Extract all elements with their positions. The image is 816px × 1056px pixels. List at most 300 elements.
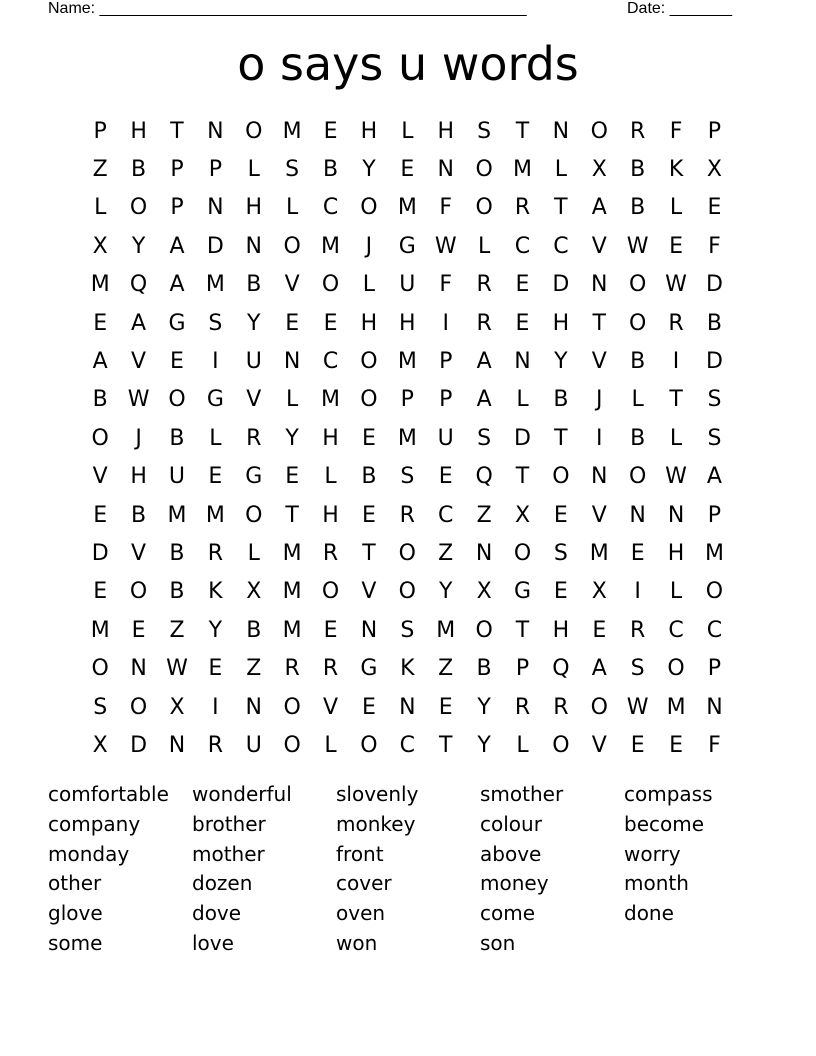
grid-letter: O	[475, 195, 493, 221]
grid-letter: V	[284, 272, 300, 298]
grid-letter: C	[553, 233, 569, 259]
grid-letter: N	[245, 694, 262, 720]
grid-letter: Z	[92, 157, 108, 183]
grid-letter: V	[591, 233, 607, 259]
word-list-item: slovenly	[336, 782, 419, 806]
grid-letter: J	[596, 387, 603, 413]
grid-letter: E	[285, 310, 300, 336]
grid-letter: O	[91, 656, 109, 682]
grid-letter: D	[705, 349, 723, 375]
grid-letter: H	[245, 195, 263, 221]
grid-letter: C	[514, 233, 531, 259]
grid-letter: W	[626, 694, 649, 720]
grid-letter: M	[666, 694, 686, 720]
grid-letter: C	[322, 195, 339, 221]
grid-letter: L	[516, 732, 529, 758]
grid-letter: B	[246, 272, 262, 298]
grid-letter: U	[245, 732, 262, 758]
grid-letter: S	[553, 540, 568, 566]
grid-letter: N	[207, 195, 224, 221]
grid-letter: O	[129, 195, 148, 221]
grid-letter: B	[361, 464, 377, 490]
grid-letter: Y	[438, 579, 453, 605]
word-list-item: comfortable	[48, 782, 169, 806]
grid-letter: V	[131, 349, 147, 375]
word-list-item: monday	[48, 841, 130, 866]
grid-letter: E	[361, 694, 376, 720]
grid-letter: Y	[554, 349, 568, 375]
grid-letter: Y	[477, 694, 491, 720]
grid-letter: E	[669, 732, 683, 758]
grid-letter: O	[475, 157, 493, 183]
grid-letter: L	[554, 157, 568, 183]
grid-letter: B	[476, 656, 492, 682]
grid-letter: E	[438, 694, 453, 720]
grid-letter: B	[553, 387, 569, 413]
grid-letter: D	[130, 732, 148, 758]
grid-letter: M	[90, 617, 110, 643]
grid-letter: E	[208, 464, 223, 490]
grid-letter: C	[668, 617, 684, 643]
grid-letter: R	[668, 310, 684, 336]
grid-letter: T	[170, 118, 184, 144]
grid-letter: O	[129, 694, 148, 720]
grid-letter: E	[438, 464, 453, 490]
word-list-item: mother	[192, 841, 265, 866]
grid-letter: D	[705, 272, 723, 298]
grid-letter: E	[707, 195, 722, 221]
grid-letter: A	[476, 387, 492, 413]
grid-letter: Q	[552, 656, 570, 682]
grid-letter: A	[476, 349, 492, 375]
grid-letter: W	[665, 464, 687, 490]
grid-letter: N	[706, 694, 723, 720]
grid-letter: U	[399, 272, 416, 298]
grid-letter: Y	[208, 617, 223, 643]
grid-letter: A	[706, 464, 722, 490]
grid-letter: M	[282, 118, 302, 144]
grid-letter: P	[170, 157, 184, 183]
grid-letter: E	[323, 310, 338, 336]
word-list-item: above	[480, 841, 542, 866]
word-list-item: come	[480, 901, 536, 926]
grid-letter: R	[514, 195, 531, 221]
word-list-item: glove	[48, 901, 103, 926]
grid-letter: M	[90, 272, 110, 298]
grid-letter: O	[629, 272, 647, 298]
grid-letter: O	[475, 617, 493, 643]
grid-letter: P	[707, 656, 722, 682]
word-list-item: dove	[192, 901, 242, 926]
grid-letter: R	[246, 425, 262, 451]
grid-letter: H	[437, 118, 454, 144]
grid-letter: B	[169, 579, 185, 605]
grid-letter: U	[168, 464, 186, 490]
grid-letter: T	[285, 502, 299, 528]
grid-letter: B	[706, 310, 722, 336]
grid-letter: R	[284, 656, 300, 682]
grid-letter: R	[476, 272, 492, 298]
grid-letter: E	[361, 502, 376, 528]
grid-letter: O	[667, 656, 685, 682]
grid-letter: C	[322, 349, 339, 375]
word-list-item: other	[48, 871, 102, 896]
word-list-item: month	[624, 871, 689, 896]
grid-letter: M	[704, 540, 724, 566]
grid-letter: S	[400, 617, 415, 643]
grid-letter: N	[514, 349, 531, 375]
grid-letter: N	[552, 118, 570, 144]
grid-letter: O	[283, 732, 301, 758]
grid-letter: W	[434, 233, 457, 259]
grid-letter: N	[437, 157, 454, 183]
word-list-item: son	[480, 930, 516, 955]
grid-letter: E	[93, 579, 108, 605]
grid-letter: H	[360, 118, 378, 144]
word-list-item: front	[336, 841, 384, 866]
grid-letter: N	[168, 732, 186, 758]
grid-letter: T	[362, 540, 376, 566]
grid-letter: E	[170, 349, 184, 375]
grid-letter: U	[437, 425, 454, 451]
grid-letter: N	[360, 617, 378, 643]
word-list-item: worry	[624, 841, 681, 866]
grid-letter: K	[208, 579, 223, 605]
grid-letter: N	[207, 118, 224, 144]
grid-letter: L	[362, 272, 376, 298]
grid-letter: Q	[129, 272, 148, 298]
grid-letter: N	[667, 502, 685, 528]
grid-letter: F	[708, 732, 721, 758]
grid-letter: E	[131, 617, 146, 643]
grid-letter: Z	[438, 540, 454, 566]
grid-letter: S	[707, 387, 722, 413]
grid-letter: M	[205, 502, 225, 528]
grid-letter: O	[168, 387, 186, 413]
grid-letter: I	[212, 694, 219, 720]
grid-letter: E	[323, 118, 338, 144]
grid-letter: V	[92, 464, 108, 490]
grid-letter: H	[130, 118, 147, 144]
grid-letter: B	[246, 617, 262, 643]
grid-letter: P	[208, 157, 222, 183]
grid-letter: G	[245, 464, 263, 490]
grid-letter: E	[553, 502, 568, 528]
grid-letter: M	[321, 387, 341, 413]
grid-letter: G	[513, 579, 532, 605]
grid-letter: M	[436, 617, 456, 643]
grid-letter: I	[634, 579, 641, 605]
grid-letter: L	[209, 425, 222, 451]
grid-letter: T	[554, 195, 568, 221]
grid-letter: X	[92, 732, 108, 758]
grid-letter: I	[442, 310, 449, 336]
grid-letter: E	[630, 732, 645, 758]
grid-letter: L	[247, 157, 260, 183]
word-list	[48, 780, 768, 959]
grid-letter: Z	[169, 617, 185, 643]
grid-letter: A	[169, 233, 185, 259]
grid-letter: H	[667, 540, 685, 566]
grid-letter: F	[708, 233, 721, 259]
grid-letter: V	[591, 502, 607, 528]
grid-letter: O	[629, 464, 647, 490]
grid-letter: I	[596, 425, 603, 451]
grid-letter: R	[630, 617, 646, 643]
grid-letter: O	[360, 195, 378, 221]
grid-letter: L	[286, 387, 299, 413]
grid-letter: J	[135, 425, 142, 451]
grid-letter: Z	[438, 656, 454, 682]
page-title: o says u words	[237, 37, 579, 91]
grid-letter: B	[169, 425, 185, 451]
grid-letter: H	[322, 425, 339, 451]
grid-letter: G	[360, 656, 378, 682]
grid-letter: X	[92, 233, 108, 259]
grid-letter: R	[207, 540, 224, 566]
grid-letter: T	[669, 387, 683, 413]
grid-letter: B	[169, 540, 185, 566]
grid-letter: R	[399, 502, 415, 528]
word-list-item: smother	[480, 782, 564, 806]
grid-letter: O	[283, 694, 301, 720]
grid-letter: E	[400, 157, 415, 183]
name-field-label: Name: ________________________________________________	[48, 0, 527, 17]
grid-letter: Z	[476, 502, 492, 528]
grid-letter: O	[283, 233, 301, 259]
grid-letter: A	[591, 195, 607, 221]
grid-letter: N	[591, 464, 608, 490]
grid-letter: B	[630, 425, 646, 451]
word-list-item: colour	[480, 811, 542, 836]
grid-letter: L	[94, 195, 107, 221]
grid-letter: G	[398, 233, 416, 259]
grid-letter: V	[131, 540, 147, 566]
grid-letter: H	[130, 464, 147, 490]
grid-letter: U	[245, 349, 262, 375]
grid-letter: T	[438, 732, 453, 758]
grid-letter: M	[397, 195, 417, 221]
word-list-item: done	[624, 901, 674, 926]
grid-letter: B	[131, 502, 147, 528]
grid-letter: N	[591, 272, 608, 298]
grid-letter: Q	[475, 464, 493, 490]
grid-letter: X	[169, 694, 185, 720]
grid-letter: P	[93, 118, 107, 144]
grid-letter: S	[477, 118, 492, 144]
grid-letter: O	[245, 502, 263, 528]
grid-letter: M	[589, 540, 609, 566]
grid-letter: E	[669, 233, 683, 259]
grid-letter: J	[365, 233, 373, 259]
grid-letter: S	[707, 425, 722, 451]
grid-letter: X	[246, 579, 262, 605]
grid-letter: M	[397, 425, 417, 451]
grid-letter: A	[591, 656, 607, 682]
grid-letter: E	[208, 656, 223, 682]
grid-letter: O	[398, 540, 416, 566]
grid-letter: P	[707, 118, 722, 144]
grid-letter: X	[514, 502, 531, 528]
grid-letter: A	[92, 349, 108, 375]
grid-letter: M	[513, 157, 532, 183]
grid-letter: P	[439, 349, 453, 375]
grid-letter: B	[630, 157, 646, 183]
grid-letter: B	[92, 387, 108, 413]
grid-letter: O	[129, 579, 148, 605]
grid-letter: V	[591, 349, 607, 375]
grid-letter: L	[401, 118, 414, 144]
grid-letter: N	[629, 502, 646, 528]
grid-letter: B	[322, 157, 339, 183]
grid-letter: M	[282, 540, 302, 566]
grid-letter: V	[323, 694, 339, 720]
grid-letter: H	[322, 502, 339, 528]
grid-letter: Y	[285, 425, 299, 451]
grid-letter: B	[630, 195, 646, 221]
grid-letter: H	[399, 310, 416, 336]
grid-letter: E	[630, 540, 645, 566]
grid-letter: L	[669, 195, 683, 221]
grid-letter: O	[629, 310, 647, 336]
grid-letter: R	[476, 310, 492, 336]
grid-letter: L	[669, 425, 683, 451]
grid-letter: S	[285, 157, 300, 183]
grid-letter: T	[592, 310, 606, 336]
grid-letter: S	[208, 310, 223, 336]
grid-letter: H	[360, 310, 378, 336]
grid-letter: P	[439, 387, 453, 413]
grid-letter: M	[397, 349, 417, 375]
grid-letter: O	[360, 387, 378, 413]
grid-letter: L	[286, 195, 299, 221]
grid-letter: Y	[247, 310, 261, 336]
word-list-item: some	[48, 930, 103, 955]
grid-letter: M	[282, 579, 302, 605]
grid-letter: O	[590, 694, 608, 720]
grid-letter: E	[515, 310, 530, 336]
grid-letter: P	[707, 502, 722, 528]
date-field-label: Date: _______	[627, 0, 732, 17]
grid-letter: C	[438, 502, 454, 528]
grid-letter: R	[514, 694, 531, 720]
grid-letter: M	[167, 502, 187, 528]
grid-letter: B	[131, 157, 147, 183]
grid-letter: O	[245, 118, 263, 144]
grid-letter: V	[591, 732, 607, 758]
grid-letter: W	[166, 656, 188, 682]
grid-letter: O	[360, 349, 378, 375]
grid-letter: O	[321, 579, 340, 605]
grid-letter: T	[554, 425, 568, 451]
grid-letter: E	[592, 617, 607, 643]
grid-letter: E	[361, 425, 376, 451]
grid-letter: D	[91, 540, 109, 566]
grid-letter: R	[553, 694, 569, 720]
grid-letter: D	[206, 233, 224, 259]
grid-letter: D	[514, 425, 531, 451]
word-list-item: cover	[336, 871, 392, 896]
grid-letter: S	[630, 656, 645, 682]
grid-letter: X	[476, 579, 492, 605]
grid-letter: C	[399, 732, 415, 758]
grid-letter: F	[669, 118, 683, 144]
word-list-item: monkey	[336, 811, 416, 836]
grid-letter: V	[361, 579, 377, 605]
grid-letter: O	[552, 732, 570, 758]
grid-letter: E	[93, 502, 108, 528]
grid-letter: E	[515, 272, 530, 298]
grid-letter: W	[626, 233, 649, 259]
grid-letter: R	[322, 540, 339, 566]
word-list-item: brother	[192, 811, 266, 836]
word-list-item: oven	[336, 901, 386, 926]
grid-letter: H	[552, 617, 570, 643]
grid-letter: D	[552, 272, 570, 298]
grid-letter: X	[591, 157, 607, 183]
grid-letter: K	[400, 656, 415, 682]
grid-letter: O	[91, 425, 109, 451]
grid-letter: L	[324, 464, 337, 490]
grid-letter: M	[282, 617, 302, 643]
word-list-item: company	[48, 811, 141, 836]
grid-letter: M	[321, 233, 341, 259]
grid-letter: E	[93, 310, 108, 336]
word-list-item: dozen	[192, 871, 253, 896]
grid-letter: E	[553, 579, 568, 605]
header-line	[48, 0, 748, 20]
grid-letter: Y	[131, 233, 146, 259]
grid-letter: N	[399, 694, 416, 720]
grid-letter: L	[669, 579, 683, 605]
grid-letter: P	[515, 656, 530, 682]
grid-letter: A	[169, 272, 185, 298]
word-list-item: money	[480, 871, 549, 896]
grid-letter: O	[398, 579, 416, 605]
grid-letter: L	[477, 233, 491, 259]
grid-letter: E	[323, 617, 338, 643]
grid-letter: G	[168, 310, 186, 336]
grid-letter: R	[207, 732, 224, 758]
word-list-item: become	[624, 811, 705, 836]
grid-letter: N	[283, 349, 301, 375]
grid-letter: Z	[246, 656, 262, 682]
grid-letter: G	[206, 387, 224, 413]
grid-letter: O	[590, 118, 608, 144]
grid-letter: P	[400, 387, 414, 413]
grid-letter: T	[515, 464, 530, 490]
grid-letter: N	[245, 233, 262, 259]
grid-letter: Y	[362, 157, 376, 183]
grid-letter: L	[631, 387, 644, 413]
grid-letter: H	[552, 310, 570, 336]
grid-letter: M	[205, 272, 225, 298]
grid-letter: O	[321, 272, 340, 298]
grid-letter: N	[475, 540, 493, 566]
grid-letter: F	[439, 272, 453, 298]
grid-letter: E	[285, 464, 300, 490]
grid-letter: O	[513, 540, 532, 566]
grid-letter: X	[706, 157, 722, 183]
grid-letter: T	[515, 617, 530, 643]
grid-letter: W	[127, 387, 150, 413]
grid-letter: O	[552, 464, 570, 490]
word-list-item: compass	[624, 782, 713, 806]
grid-letter: S	[93, 694, 108, 720]
word-list-item: wonderful	[192, 782, 292, 806]
word-list-item: love	[192, 930, 234, 955]
grid-letter: I	[212, 349, 219, 375]
